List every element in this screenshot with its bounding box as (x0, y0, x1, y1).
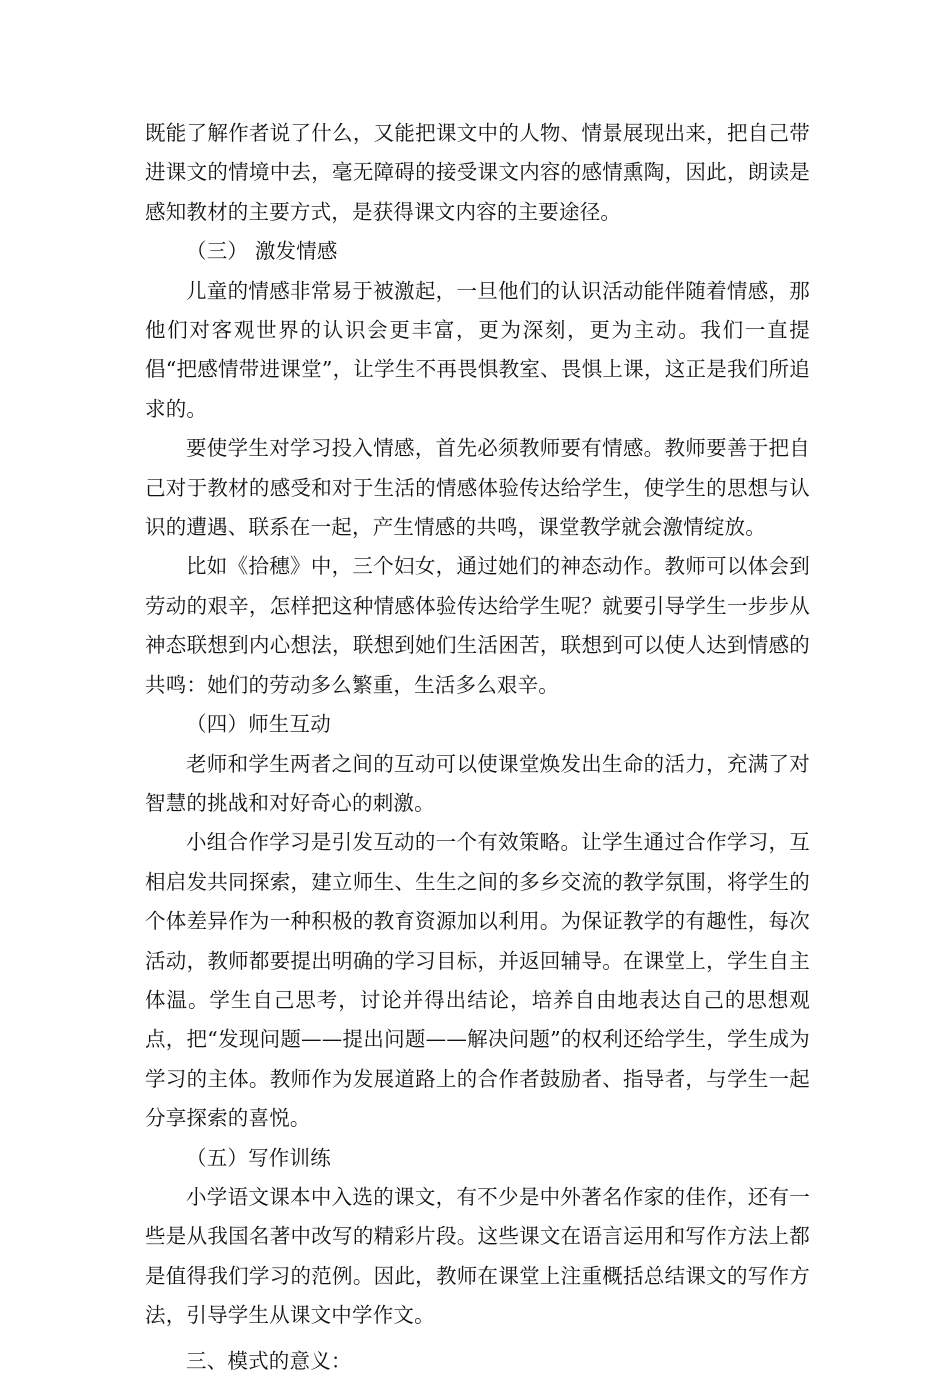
paragraph-textbook-writing: 小学语文课本中入选的课文，有不少是中外著名作家的佳作，还有一些是从我国名著中改写的精彩片段。这些课文在语言运用和写作方法上都是值得我们学习的范例。因此，教师在课堂上注重概括总结课文的写作方法，引导学生从课文中学作文。 (145, 1184, 810, 1328)
paragraph-teacher-emotion: 要使学生对学习投入情感，首先必须教师要有情感。教师要善于把自己对于教材的感受和对于生活的情感体验传达给学生，使学生的思想与认识的遭遇、联系在一起，产生情感的共鸣，课堂教学就会激情绽放。 (145, 436, 810, 540)
paragraph-gleaners-example: 比如《拾穗》中，三个妇女，通过她们的神态动作。教师可以体会到劳动的艰辛，怎样把这种情感体验传达给学生呢？就要引导学生一步步从神态联想到内心想法，联想到她们生活困苦，联想到可以使人达到情感的共鸣：她们的劳动多么繁重，生活多么艰辛。 (145, 554, 810, 697)
heading-stimulate-emotion: （三） 激发情感 (186, 239, 338, 264)
paragraph-group-cooperation: 小组合作学习是引发互动的一个有效策略。让学生通过合作学习，互相启发共同探索，建立师生、生生之间的多乡交流的教学氛围，将学生的个体差异作为一种积极的教育资源加以利用。为保证教学的有趣性，每次活动，教师都要提出明确的学习目标，并返回辅导。在课堂上，学生自主体温。学生自己思考，讨论并得出结论，培养自由地表达自己的思想观点，把“发现问题——提出问题——解决问题”的权利还给学生，学生成为学习的主体。教师作为发展道路上的合作者鼓励者、指导者，与学生一起分享探索的喜悦。 (145, 830, 810, 1131)
heading-teacher-student-interaction: （四）师生互动 (186, 712, 331, 737)
document-body (145, 114, 810, 1381)
heading-writing-training: （五）写作训练 (186, 1145, 331, 1170)
paragraph-interaction-vitality: 老师和学生两者之间的互动可以使课堂焕发出生命的活力，充满了对智慧的挑战和对好奇心的刺激。 (145, 751, 810, 815)
paragraph-continuation: 既能了解作者说了什么，又能把课文中的人物、情景展现出来，把自己带进课文的情境中去，毫无障碍的接受课文内容的感情熏陶，因此，朗读是感知教材的主要方式，是获得课文内容的主要途径。 (145, 121, 810, 224)
paragraph-children-emotion: 儿童的情感非常易于被激起，一旦他们的认识活动能伴随着情感，那他们对客观世界的认识会更丰富，更为深刻，更为主动。我们一直提倡“把感情带进课堂”，让学生不再畏惧教室、畏惧上课，这正是我们所追求的。 (145, 278, 810, 421)
heading-model-significance: 三、模式的意义： (186, 1348, 352, 1373)
